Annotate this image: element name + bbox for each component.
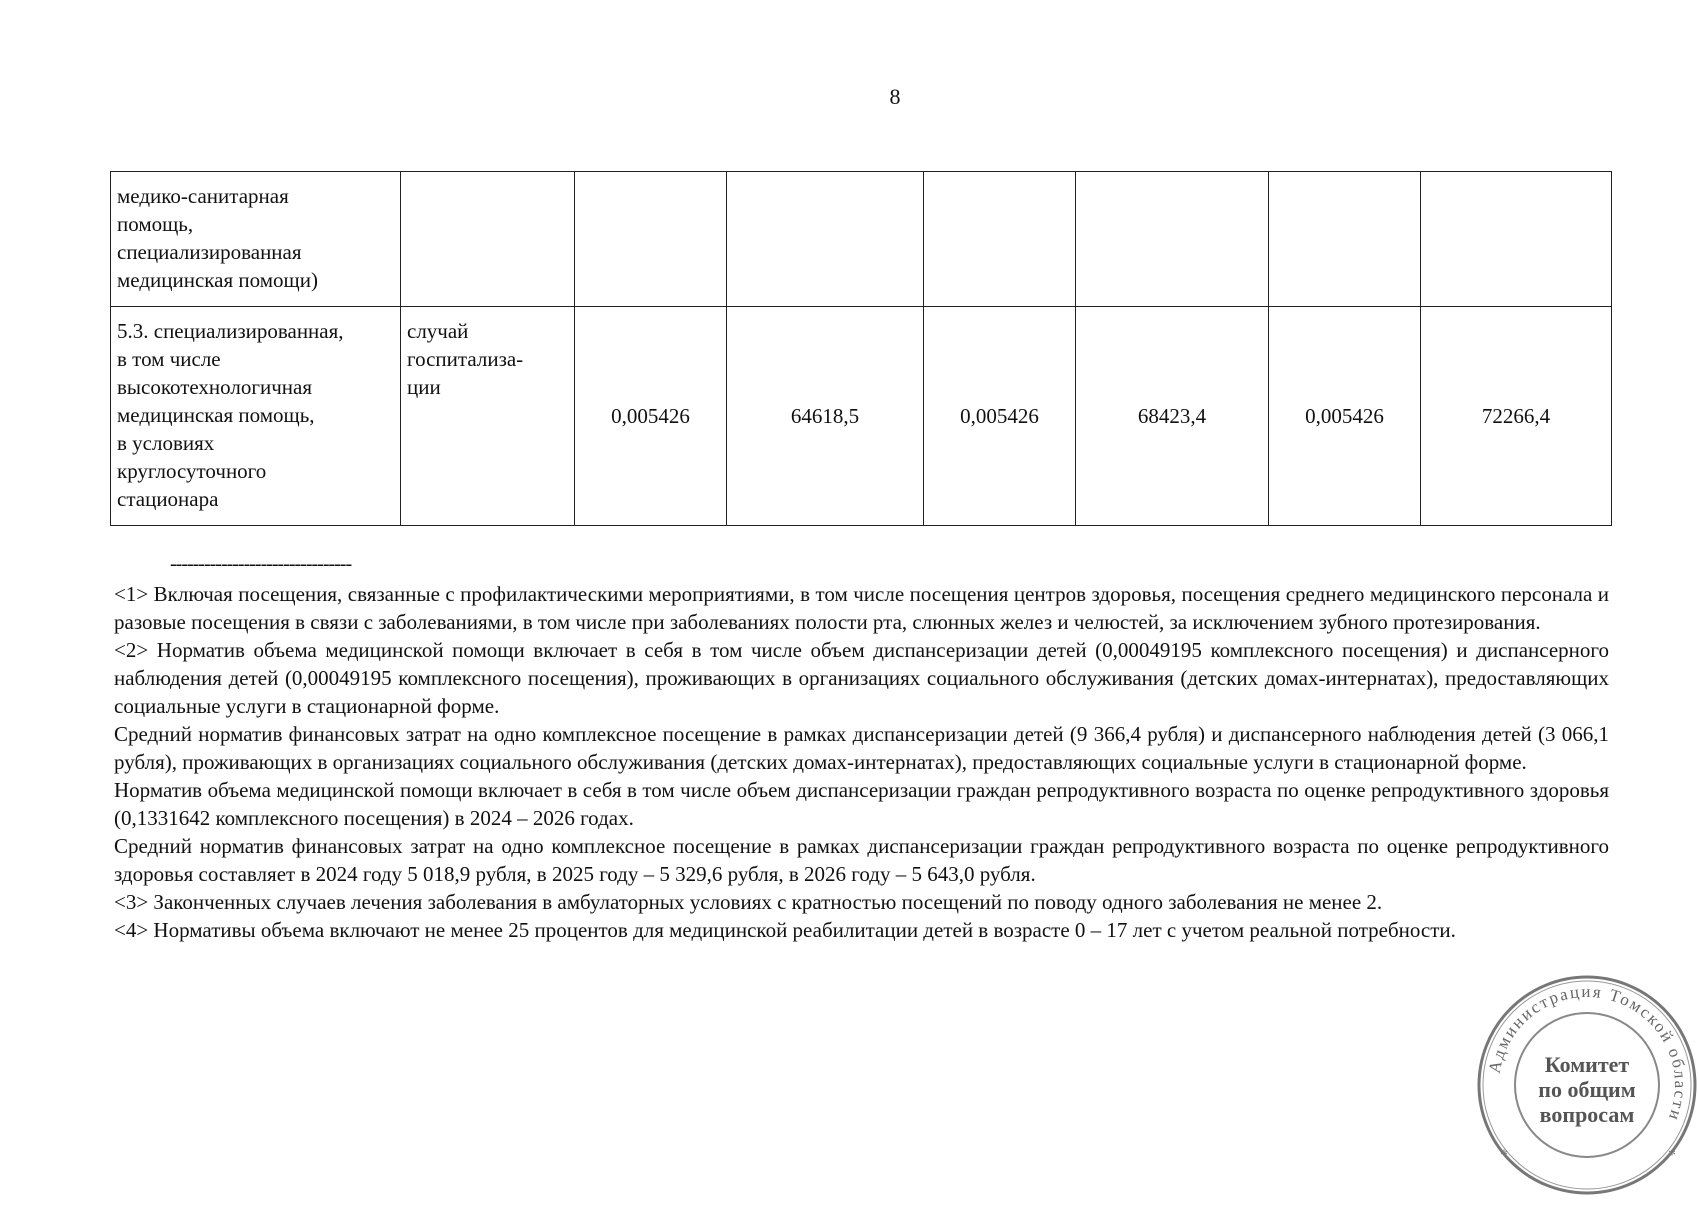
volume-norm-2026: 0,005426 bbox=[1269, 307, 1421, 526]
cell-line: медицинская помощь, bbox=[117, 403, 315, 427]
cell-line: круглосуточного bbox=[117, 459, 267, 483]
page-number: 8 bbox=[889, 84, 901, 109]
stamp-line: по общим bbox=[1538, 1077, 1636, 1102]
cell-line: госпитализа- bbox=[407, 347, 524, 371]
value-cell bbox=[1269, 172, 1421, 307]
footnote-4: <4> Нормативы объема включают не менее 25 процентов для медицинской реабилитации детей в возрасте 0 – 17 лет с учетом реальной потребности. bbox=[114, 918, 1456, 942]
care-type-cell bbox=[111, 307, 401, 526]
value-cell bbox=[575, 172, 727, 307]
unit-cell bbox=[401, 172, 575, 307]
cost-norm-2025: 68423,4 bbox=[1076, 307, 1269, 526]
footnote-2-reproductive-volume: Норматив объема медицинской помощи включает в себя в том числе объем диспансеризации граждан репродуктивного возраста по оценке репродуктивного здоровья (0,1331642 комплексного посещения) в 2024 – 2026 годах. bbox=[114, 778, 1609, 830]
volume-norm-2024: 0,005426 bbox=[575, 307, 727, 526]
footnote-2: <2> Норматив объема медицинской помощи включает в себя в том числе объем диспансеризации детей (0,00049195 комплексного посещения) и диспансерного наблюдения детей (0,00049195 комплексного посещения), проживающих в организациях социального обслуживания (детских домах-интернатах), предоставляющих социальные услуги в стационарной форме. bbox=[114, 638, 1609, 718]
cell-line: помощь, bbox=[117, 212, 194, 236]
footnote-2-cost: Средний норматив финансовых затрат на одно комплексное посещение в рамках диспансеризации детей (9 366,4 рубля) и диспансерного наблюдения детей (3 066,1 рубля), проживающих в организациях социального обслуживания (детских домах-интернатах), предоставляющих социальные услуги в стационарной форме. bbox=[114, 722, 1609, 774]
table-row bbox=[111, 172, 1612, 307]
cost-norm-2026: 72266,4 bbox=[1421, 307, 1612, 526]
norms-table bbox=[110, 171, 1612, 526]
cell-line: 5.3. специализированная, bbox=[117, 319, 344, 343]
table-row bbox=[111, 307, 1612, 526]
footnotes bbox=[114, 580, 1609, 944]
stamp-line: Комитет bbox=[1544, 1052, 1630, 1077]
cell-line: высокотехнологичная bbox=[117, 375, 312, 399]
cell-line: медицинская помощи) bbox=[117, 268, 318, 292]
cell-line: в том числе bbox=[117, 347, 221, 371]
value-cell bbox=[924, 172, 1076, 307]
svg-text:*: * bbox=[1500, 1147, 1508, 1164]
cell-line: в условиях bbox=[117, 431, 215, 455]
cost-norm-2024: 64618,5 bbox=[727, 307, 924, 526]
stamp-ring-text: Администрация Томской области bbox=[1484, 981, 1691, 1125]
footnote-3: <3> Законченных случаев лечения заболевания в амбулаторных условиях с кратностью посещений по поводу одного заболевания не менее 2. bbox=[114, 890, 1383, 914]
footnote-2-reproductive-cost: Средний норматив финансовых затрат на одно комплексное посещение в рамках диспансеризации граждан репродуктивного возраста по оценке репродуктивного здоровья составляет в 2024 году 5 018,9 рубля, в 2025 году – 5 329,6 рубля, в 2026 году – 5 643,0 рубля. bbox=[114, 834, 1609, 886]
volume-norm-2025: 0,005426 bbox=[924, 307, 1076, 526]
value-cell bbox=[727, 172, 924, 307]
footnote-divider: -------------------------------- bbox=[170, 553, 352, 575]
cell-line: ции bbox=[407, 375, 441, 399]
svg-text:*: * bbox=[1668, 1147, 1676, 1164]
value-cell bbox=[1076, 172, 1269, 307]
care-type-cell bbox=[111, 172, 401, 307]
unit-cell bbox=[401, 307, 575, 526]
cell-line: специализированная bbox=[117, 240, 302, 264]
cell-line: случай bbox=[407, 319, 469, 343]
value-cell bbox=[1421, 172, 1612, 307]
official-stamp bbox=[1472, 970, 1698, 1200]
stamp-center-text bbox=[1472, 1052, 1698, 1127]
stamp-line: вопросам bbox=[1539, 1102, 1635, 1127]
cell-line: стационара bbox=[117, 487, 219, 511]
cell-line: медико-санитарная bbox=[117, 184, 289, 208]
footnote-1: <1> Включая посещения, связанные с профилактическими мероприятиями, в том числе посещения центров здоровья, посещения среднего медицинского персонала и разовые посещения в связи с заболеваниями, в том числе при заболеваниях полости рта, слюнных желез и челюстей, за исключением зубного протезирования. bbox=[114, 582, 1609, 634]
